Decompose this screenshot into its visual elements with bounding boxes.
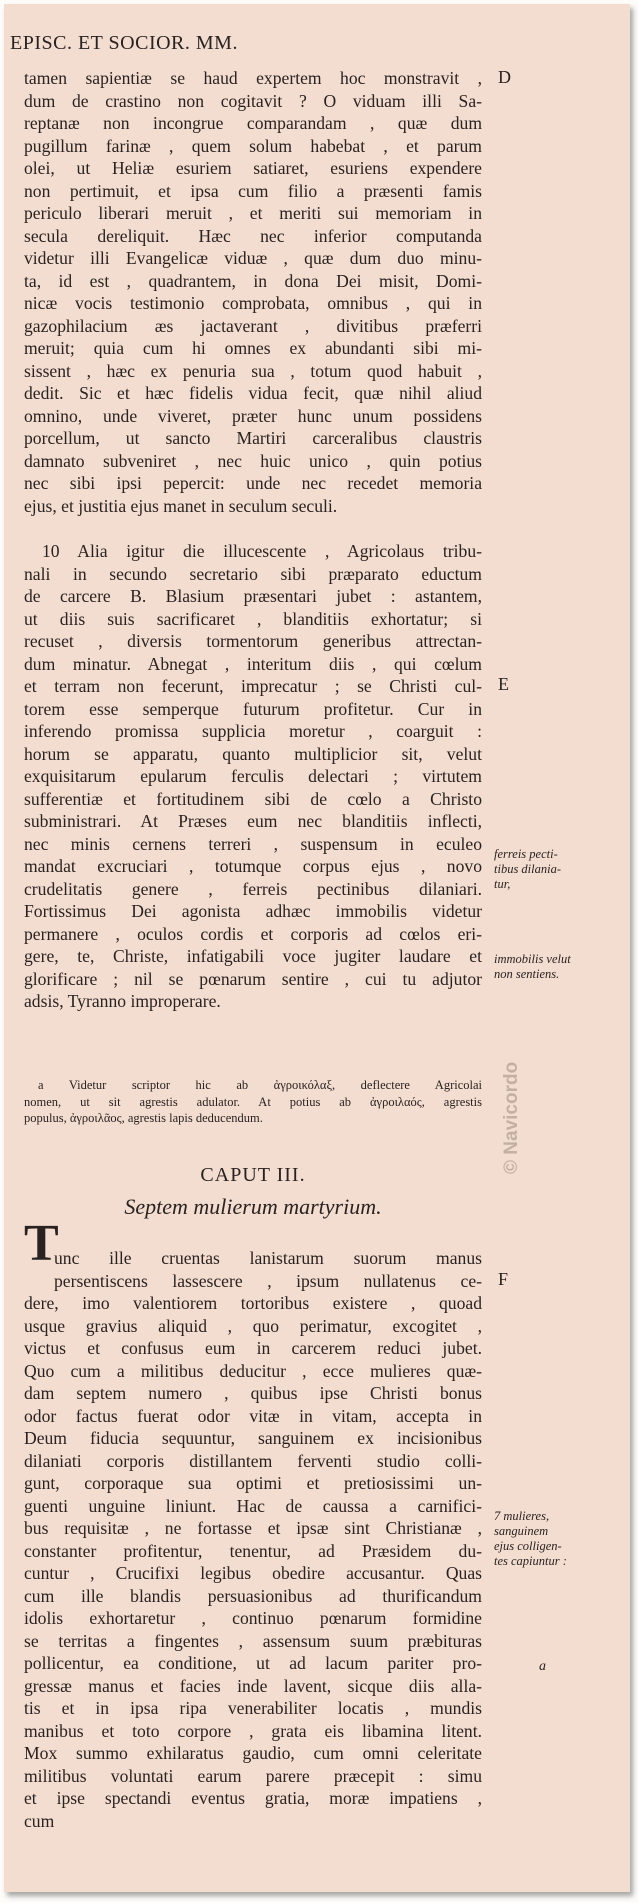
text-line: reptanæ non incongrue comparandam , quæ dum	[24, 113, 482, 133]
text-line: tis et in ipsa ripa venerabiliter locatis , mundis	[24, 1698, 482, 1718]
text-line: victus et confusus eum in carcerem reduci jubet.	[24, 1338, 482, 1358]
text-line: inferendo promissa supplicia moretur , coarguit :	[24, 721, 482, 741]
chapter-title: CAPUT III.	[200, 1164, 306, 1186]
text-line: secula dereliquit. Hæc nec inferior computanda	[24, 225, 482, 246]
side-note-line: tur,	[494, 877, 511, 891]
text-line: gazophilacium æs jactaverant , divitibus præferri	[24, 315, 482, 336]
text-line: dere, imo valentiorem tortoribus existere , quoad	[24, 1293, 482, 1313]
text-line: Mox summo exhilaratus gaudio, cum omni celeritate	[24, 1743, 482, 1763]
text-line: dam septem numero , quibus ipse Christi bonus	[24, 1383, 482, 1403]
side-note-line: ferreis pecti-	[494, 847, 558, 861]
text-line: nec sibi ipsi pepercit: unde nec recedet memoria	[24, 473, 482, 493]
text-line: ta, id est , quadrantem, in dona Dei misit, Domi-	[24, 270, 482, 291]
drop-cap-initial: T	[24, 1215, 59, 1272]
text-line: mandat excruciari , totumque corpus ejus , novo	[24, 856, 482, 876]
text-line: subministrari. At Præses eum nec blanditiis inflecti,	[24, 811, 482, 831]
text-line: permanere , oculos cordis et corporis ad cœlos eri-	[24, 923, 482, 944]
side-note-line: 7 mulieres,	[494, 1509, 550, 1523]
margin-letter-e: E	[498, 674, 509, 694]
side-note-line: immobilis velut	[494, 952, 571, 966]
text-line: sissent , hæc ex penuria sua , totum quod habuit ,	[24, 360, 482, 381]
text-line: ejus, et justitia ejus manet in seculum seculi.	[24, 495, 338, 516]
text-line: unc ille cruentas lanistarum suorum manus	[54, 1248, 482, 1268]
text-line: nali in secundo secretario sibi præparato eductum	[24, 563, 482, 584]
text-line: periculo liberari meruit , et meriti sui memoriam in	[24, 203, 482, 223]
body-text-section-1	[24, 67, 482, 517]
side-note-1	[494, 847, 624, 892]
text-line: gere, te, Christe, infatigabili voce jugiter laudare et	[24, 946, 482, 966]
margin-letter-f: F	[498, 1269, 509, 1289]
text-line: manibus et toto corpore , grata eis libamina litent.	[24, 1720, 482, 1741]
watermark: © Navicordo	[501, 1061, 522, 1174]
text-line: adsis, Tyranno improperare.	[24, 991, 221, 1011]
side-note-line: sanguinem	[494, 1524, 549, 1538]
text-line: ut diis suis sacrificaret , blanditiis exhortatur; si	[24, 608, 482, 629]
text-line: pollicentur, ea conditione, ut ad lacum pariter pro-	[24, 1653, 482, 1673]
side-note-2	[494, 952, 624, 982]
text-line: Deum fiducia sequuntur, sanguinem ex incisionibus	[24, 1428, 482, 1448]
side-note-3	[494, 1509, 624, 1569]
text-line: sufferentiæ et fortitudinem sibi de cœlo a Christo	[24, 788, 482, 809]
text-line: cum ille blandis persuasionibus ad thurificandum	[24, 1585, 482, 1606]
text-line: dedit. Sic et hæc fidelis vidua fecit, quæ nihil aliud	[24, 383, 482, 403]
text-line: persentiscens lassescere , ipsum nullatenus ce-	[54, 1270, 482, 1291]
text-line: usque gravius aliquid , quo perimatur, excogitet ,	[24, 1315, 482, 1336]
text-line: militibus voluntati earum parere præcepit : simu	[24, 1765, 482, 1786]
text-line: olei, ut Heliæ esuriem satiaret, esuriens expendere	[24, 158, 482, 178]
text-line: Quo cum a militibus deducitur , ecce mulieres quæ-	[24, 1360, 482, 1381]
text-line: dum de crastino non cogitavit ? O viduam illi Sa-	[24, 90, 482, 111]
text-line: dum minatur. Abnegat , interitum diis , qui cœlum	[24, 653, 482, 674]
text-line: omnino, unde viveret, præter hunc unum possidens	[24, 405, 482, 426]
text-line: odor factus fuerat odor vitæ in vitam, accepta in	[24, 1405, 482, 1426]
text-line: tamen sapientiæ se haud expertem hoc monstravit ,	[24, 68, 482, 88]
text-line: Fortissimus Dei agonista adhæc immobilis videtur	[24, 901, 482, 921]
text-line: crudelitatis genere , ferreis pectinibus dilaniari.	[24, 878, 482, 899]
footnote-line: nomen, ut sit agrestis adulator. At potius ab ἀγροιλαός, agrestis	[24, 1094, 482, 1109]
text-line: idolis exhortaretur , continuo pœnarum formidine	[24, 1608, 482, 1628]
footnote-line: a Videtur scriptor hic ab ἀγροικόλαξ, deflectere Agricolai	[38, 1078, 482, 1092]
text-line: constanter profitentur, tenentur, ad Præsidem du-	[24, 1540, 482, 1561]
margin-letter-a: a	[539, 1659, 546, 1674]
text-line: se territas a fingentes , assensum suum præbituras	[24, 1630, 482, 1651]
text-line: videtur illi Evangelicæ viduæ , quæ dum duo minu-	[24, 248, 482, 268]
footnote-line: populus, ἀγροιλᾶος, agrestis lapis deducendum.	[24, 1111, 263, 1126]
text-line: bus requisitæ , ne fortasse et ipsæ sint Christianæ ,	[24, 1518, 482, 1538]
text-line: et ipse spectandi eventus gratia, moræ impatiens ,	[24, 1788, 482, 1808]
body-text-section-2	[24, 540, 482, 1013]
text-line: pugillum farinæ , quem solum habebat , et parum	[24, 135, 482, 156]
text-line: exquisitarum epularum ferculis delectari ; virtutem	[24, 766, 482, 786]
text-line: horum se apparatu, quanto multiplicior sit, velut	[24, 743, 482, 764]
chapter-subtitle: Septem mulierum martyrium.	[124, 1194, 382, 1219]
footnote	[24, 1077, 482, 1127]
text-line: gunt, corporaque sua optimi et pretiosissimi un-	[24, 1473, 482, 1493]
margin-letter-d: D	[498, 67, 511, 87]
side-note-line: tes capiuntur :	[494, 1554, 567, 1568]
text-line: et terram non fecerunt, imprecatur ; se Christi cul-	[24, 676, 482, 696]
text-line: gressæ manus et facies inde lavent, sicque diis alla-	[24, 1675, 482, 1696]
text-line: nicæ vocis testimonio comprobata, omnibus , qui in	[24, 293, 482, 313]
text-line: cum	[24, 1810, 55, 1831]
text-line: cuntur , Crucifixi legibus obedire accusantur. Quas	[24, 1563, 482, 1583]
text-line: 10 Alia igitur die illucescente , Agricolaus tribu-	[42, 541, 482, 561]
side-note-line: non sentiens.	[494, 967, 560, 981]
text-line: meruit; quia cum hi omnes ex abundanti sibi mi-	[24, 338, 482, 358]
text-line: nec minis cernens terreri , suspensum in eculeo	[24, 833, 482, 854]
text-line: porcellum, ut sancto Martiri carceralibus claustris	[24, 428, 482, 448]
text-line: glorificare ; nil se pœnarum sentire , cui tu adjutor	[24, 968, 482, 989]
text-line: non pertimuit, et ipsa cum filio a præsenti famis	[24, 180, 482, 201]
side-note-line: ejus colligen-	[494, 1539, 562, 1553]
book-page	[4, 4, 630, 1892]
text-line: torem esse semperque futurum profitetur. Cur in	[24, 698, 482, 719]
side-note-line: tibus dilania-	[494, 862, 562, 876]
running-head: EPISC. ET SOCIOR. MM.	[10, 32, 238, 54]
body-text-section-3	[24, 1247, 482, 1832]
text-line: dilaniati corporis distillantem ferventi studio colli-	[24, 1450, 482, 1471]
text-line: de carcere B. Blasium præsentari jubet : astantem,	[24, 586, 482, 606]
text-line: damnato subveniret , nec huic unico , quin potius	[24, 450, 482, 471]
text-line: guenti unguine liniunt. Hac de caussa a carnifici-	[24, 1495, 482, 1516]
text-line: recuset , diversis tormentorum generibus attrectan-	[24, 631, 482, 651]
